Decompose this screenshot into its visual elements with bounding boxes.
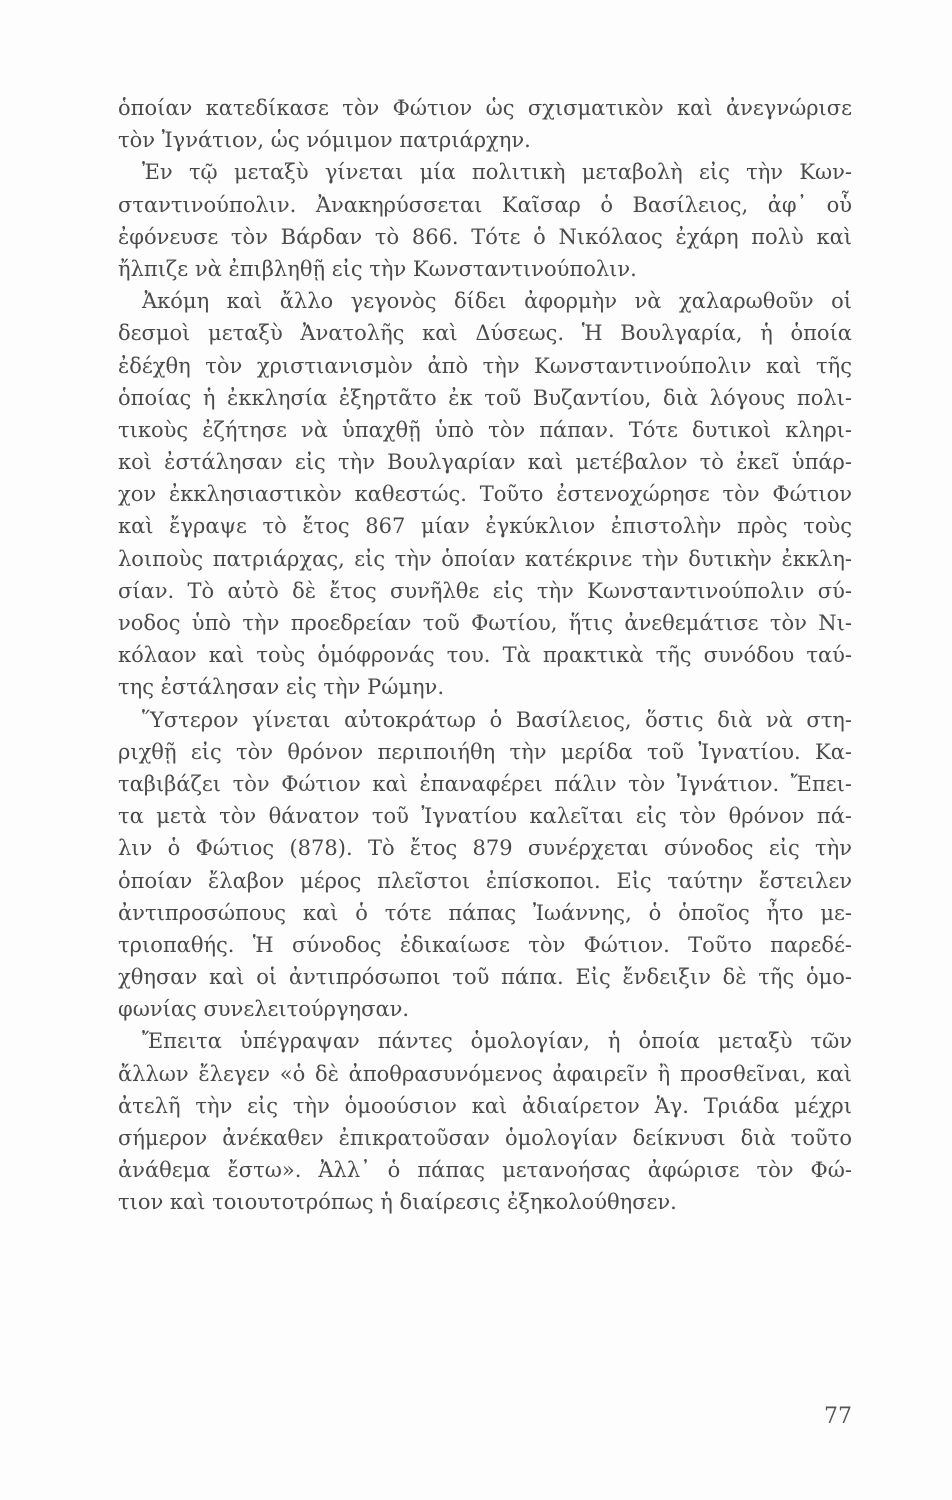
text-line: ἐφόνευσε τὸν Βάρδαν τὸ 866. Τότε ὁ Νικόλαος ἐχάρη πολὺ καὶ xyxy=(118,224,852,249)
text-line: ριχθῇ εἰς τὸν θρόνον περιποιήθη τὴν μερίδα τοῦ Ἰγνατίου. Κα- xyxy=(118,739,852,764)
text-line: καὶ ἔγραψε τὸ ἔτος 867 μίαν ἐγκύκλιον ἐπιστολὴν πρὸς τοὺς xyxy=(118,514,852,539)
text-line: της ἐστάλησαν εἰς τὴν Ρώμην. xyxy=(118,675,445,700)
text-line: ὁποίαν ἔλαβον μέρος πλεῖστοι ἐπίσκοποι. Εἰς ταύτην ἔστειλεν xyxy=(118,868,852,893)
text-line: ὁποίας ἡ ἐκκλησία ἐξηρτᾶτο ἐκ τοῦ Βυζαντίου, διὰ λόγους πολι- xyxy=(118,385,852,410)
text-line: τιον καὶ τοιουτοτρόπως ἡ διαίρεσις ἐξηκολούθησεν. xyxy=(118,1190,677,1215)
text-line: ἤλπιζε νὰ ἐπιβληθῇ εἰς τὴν Κωνσταντινούπολιν. xyxy=(118,256,637,281)
text-line: ἄλλων ἔλεγεν «ὁ δὲ ἀποθρασυνόμενος ἀφαιρεῖν ἢ προσθεῖναι, καὶ xyxy=(118,1061,852,1086)
text-line: νοδος ὑπὸ τὴν προεδρείαν τοῦ Φωτίου, ἥτις ἀνεθεμάτισε τὸν Νι- xyxy=(118,611,852,635)
text-line: λιν ὁ Φώτιος (878). Τὸ ἔτος 879 συνέρχεται σύνοδος εἰς τὴν xyxy=(118,836,852,861)
text-line: λοιποὺς πατριάρχας, εἰς τὴν ὁποίαν κατέκρινε τὴν δυτικὴν ἐκκλη- xyxy=(118,546,852,571)
text-line: Ὕστερον γίνεται αὐτοκράτωρ ὁ Βασίλειος, ὅστις διὰ νὰ στη- xyxy=(142,707,852,732)
text-line: ἐδέχθη τὸν χριστιανισμὸν ἀπὸ τὴν Κωνσταντινούπολιν καὶ τῆς xyxy=(118,353,852,378)
text-line: χθησαν καὶ οἱ ἀντιπρόσωποι τοῦ πάπα. Εἰς ἔνδειξιν δὲ τῆς ὁμο- xyxy=(118,965,852,990)
text-line: φωνίας συνελειτούργησαν. xyxy=(118,997,410,1022)
text-line: σίαν. Τὸ αὐτὸ δὲ ἔτος συνῆλθε εἰς τὴν Κωνσταντινούπολιν σύ- xyxy=(118,578,852,603)
text-line: τὸν Ἰγνάτιον, ὡς νόμιμον πατριάρχην. xyxy=(118,128,531,153)
text-line: Ἀκόμη καὶ ἄλλο γεγονὸς δίδει ἀφορμὴν νὰ χαλαρωθοῦν οἱ xyxy=(142,289,852,314)
text-line: κοὶ ἐστάλησαν εἰς τὴν Βουλγαρίαν καὶ μετέβαλον τὸ ἐκεῖ ὑπάρ- xyxy=(118,450,852,475)
text-line: Ἔπειτα ὑπέγραψαν πάντες ὁμολογίαν, ἡ ὁποία μεταξὺ τῶν xyxy=(142,1029,852,1054)
text-line: τριοπαθής. Ἡ σύνοδος ἐδικαίωσε τὸν Φώτιον. Τοῦτο παρεδέ- xyxy=(118,932,852,957)
text-line: σταντινούπολιν. Ἀνακηρύσσεται Καῖσαρ ὁ Βασίλειος, ἀφ᾽ οὗ xyxy=(118,192,852,217)
text-line: ἀντιπροσώπους καὶ ὁ τότε πάπας Ἰωάννης, ὁ ὁποῖος ἦτο με- xyxy=(118,900,852,925)
text-line: τα μετὰ τὸν θάνατον τοῦ Ἰγνατίου καλεῖται εἰς τὸν θρόνον πά- xyxy=(118,804,852,829)
text-line: σήμερον ἀνέκαθεν ἐπικρατοῦσαν ὁμολογίαν δείκνυσι διὰ τοῦτο xyxy=(118,1126,852,1150)
text-line: ἀνάθεμα ἔστω». Ἀλλ᾽ ὁ πάπας μετανοήσας ἀφώρισε τὸν Φώ- xyxy=(118,1158,852,1183)
text-line: Ἐν τῷ μεταξὺ γίνεται μία πολιτικὴ μεταβολὴ εἰς τὴν Κων- xyxy=(142,160,852,185)
text-line: δεσμοὶ μεταξὺ Ἀνατολῆς καὶ Δύσεως. Ἡ Βουλγαρία, ἡ ὁποία xyxy=(118,321,852,346)
text-line: ὁποίαν κατεδίκασε τὸν Φώτιον ὡς σχισματικὸν καὶ ἀνεγνώρισε xyxy=(118,96,852,120)
text-line: ταβιβάζει τὸν Φώτιον καὶ ἐπαναφέρει πάλιν τὸν Ἰγνάτιον. Ἔπει- xyxy=(118,771,852,796)
text-line: τικοὺς ἐζήτησε νὰ ὑπαχθῇ ὑπὸ τὸν πάπαν. Τότε δυτικοὶ κληρι- xyxy=(118,417,852,442)
body-text xyxy=(118,92,852,1219)
text-line: ἀτελῆ τὴν εἰς τὴν ὁμοούσιον καὶ ἀδιαίρετον Ἁγ. Τριάδα μέχρι xyxy=(118,1093,852,1118)
page-number: 77 xyxy=(824,1404,852,1429)
text-line: χον ἐκκλησιαστικὸν καθεστώς. Τοῦτο ἐστενοχώρησε τὸν Φώτιον xyxy=(118,482,852,507)
text-line: κόλαον καὶ τοὺς ὁμόφρονάς του. Τὰ πρακτικὰ τῆς συνόδου ταύ- xyxy=(118,643,852,668)
